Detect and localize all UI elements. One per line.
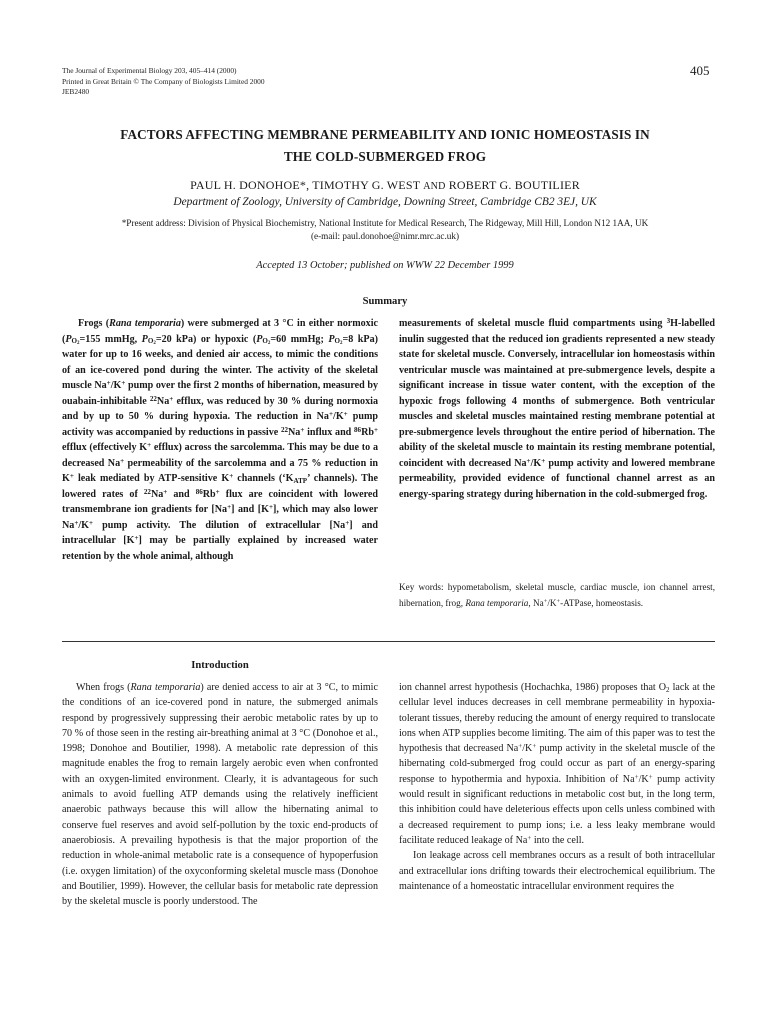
- summary-heading: Summary: [362, 296, 408, 307]
- introduction-heading: Introduction: [191, 660, 249, 671]
- present-address: [40, 217, 730, 243]
- intro-paragraph-2: ion channel arrest hypothesis (Hochachka, 1986) proposes that $O_2$ lack at the cellular level induces decreases in cell membrane permeability in hypoxia-tolerant tissues, thereby reducing the amount of energy required to translocate ions when ATP supplies become limiting. The aim of this paper was to test the hypothesis that decreased Na+/K+ pump activity in the skeletal muscle of the hibernating cold-submerged frog could occur as part of an energy-sparing response to hypothermia and hypoxia. Inhibition of Na+/K+ pump activity would result in significant reductions in metabolic cost but, in the long term, this inhibition could have deleterious effects upon cells unless combined with a decreased requirement to pump ions; i.e. a less leaky membrane would facilitate reduced leakage of Na+ into the cell.: [399, 682, 715, 846]
- authors-and: AND: [423, 181, 446, 192]
- title-line-2: THE COLD-SUBMERGED FROG: [283, 149, 487, 164]
- intro-paragraph-3: Ion leakage across cell membranes occurs as a result of both intracellular and extracellular ions drifting towards their electrochemical equilibrium. The maintenance of a homeostatic intracellular environment requires the: [399, 850, 715, 892]
- journal-line-2: Printed in Great Britain © The Company of Biologists Limited 2000: [62, 76, 265, 86]
- introduction-left-column: [62, 680, 378, 909]
- keywords-suffix: , Na+/K+-ATPase, homeostasis.: [528, 597, 644, 608]
- article-title: [40, 124, 730, 168]
- journal-citation: [62, 66, 265, 98]
- keywords-species: Rana temporaria: [465, 597, 529, 608]
- page-number: 405: [690, 63, 710, 78]
- affiliation: Department of Zoology, University of Cambridge, Downing Street, Cambridge CB2 3EJ, UK: [173, 196, 597, 208]
- summary-right-column: measurements of skeletal muscle fluid compartments using $^3$H-labelled inulin suggested that the reduced ion gradients represented a new steady state for skeletal muscle. Conversely, intracellular ion homeostasis within ventricular muscle was maintained at pre-submergence levels, despite a significant increase in tissue water content, with the exception of the hypoxic frogs following 4 months of submergence. Both ventricular muscles and skeletal muscles maintained resting membrane potential at pre-submergence levels throughout the entire period of hibernation. The ability of the skeletal muscle to maintain its resting membrane potential, coincident with decreased Na+/K+ pump activity and lowered membrane permeability, provided evidence of functional channel arrest as an energy-sparing strategy during hibernation in the cold-submerged frog.: [399, 316, 715, 500]
- section-divider: [62, 641, 715, 642]
- keywords: [399, 580, 715, 612]
- authors-part-1: PAUL H. DONOHOE*, TIMOTHY G. WEST: [190, 178, 421, 192]
- journal-line-1: The Journal of Experimental Biology 203, 405–414 (2000): [62, 66, 237, 75]
- summary-left-column: Frogs (Rana temporaria) were submerged at 3 °C in either normoxic ($P_{O_2}=155$ mmHg, $P_{O_2}=20$ kPa) or hypoxic ($P_{O_2}=60$ mmHg; $P_{O_2}=8$ kPa) water for up to 16 weeks, and denied air access, to mimic the conditions of an ice-covered pond during the winter. The activity of the skeletal muscle Na+/K+ pump over the first 2 months of hibernation, measured by ouabain-inhibitable $^{22}$Na+ efflux, was reduced by 30 % during normoxia and by up to 50 % during hypoxia. The reduction in Na+/K+ pump activity was accompanied by reductions in passive $^{22}$Na+ influx and $^{86}$Rb+ efflux (effectively K+ efflux) across the sarcolemma. This may be due to a decreased Na+ permeability of the sarcolemma and a 75 % reduction in K+ leak mediated by ATP-sensitive K+ channels (‘$K_{ATP}$’ channels). The lowered rates of $^{22}$Na+ and $^{86}$Rb+ flux are coincident with lowered transmembrane ion gradients for [Na+] and [K+], which may also lower Na+/K+ pump activity. The dilution of extracellular [Na+] and intracellular [K+] may be partially explained by increased water retention by the whole animal, although: [62, 318, 379, 562]
- introduction-right-column: [399, 680, 715, 894]
- accepted-date: Accepted 13 October; published on WWW 22 December 1999: [256, 260, 514, 271]
- author-list: [40, 178, 730, 193]
- title-line-1: FACTORS AFFECTING MEMBRANE PERMEABILITY AND IONIC HOMEOSTASIS IN: [120, 127, 650, 142]
- email-line: (e-mail: paul.donohoe@nimr.mrc.ac.uk): [310, 231, 459, 241]
- intro-paragraph-1: When frogs (Rana temporaria) are denied access to air at 3 °C, to mimic the conditions of an ice-covered pond in nature, the submerged animals respond by progressively suppressing their aerobic metabolic rates by up to 70 % of those seen in the resting air-breathing animal at 3 °C (Donohoe et al., 1998; Donohoe and Boutilier, 1998). A metabolic rate depression of this magnitude enables the frog to remain largely aerobic even when confronted with an oxygen-limited environment. Clearly, it is advantageous for such animals to avoid fuelling ATP demands using the relatively inefficient anaerobic pathways because this will allow the hibernating animal to conserve fuel reserves and avoid self-pollution by the toxic end-products of anaerobiosis. A prevailing hypothesis is that the major proportion of the reduction in whole-animal metabolic rate is a consequence of hypoperfusion (i.e. oxygen limitation) of the oxyconforming skeletal muscle mass (Donohoe and Boutilier, 1999). However, the cellular basis for metabolic rate depression by the skeletal muscle is poorly understood. The: [62, 682, 378, 908]
- journal-line-3: JEB2480: [62, 87, 90, 97]
- present-address-text: *Present address: Division of Physical Biochemistry, National Institute for Medical Research, The Ridgeway, Mill Hill, London N12 1AA, UK: [121, 218, 649, 228]
- authors-part-2: ROBERT G. BOUTILIER: [448, 178, 580, 192]
- keywords-prefix: Key words: hypometabolism, skeletal muscle, cardiac muscle, ion channel arrest, hibernation, frog,: [399, 582, 715, 608]
